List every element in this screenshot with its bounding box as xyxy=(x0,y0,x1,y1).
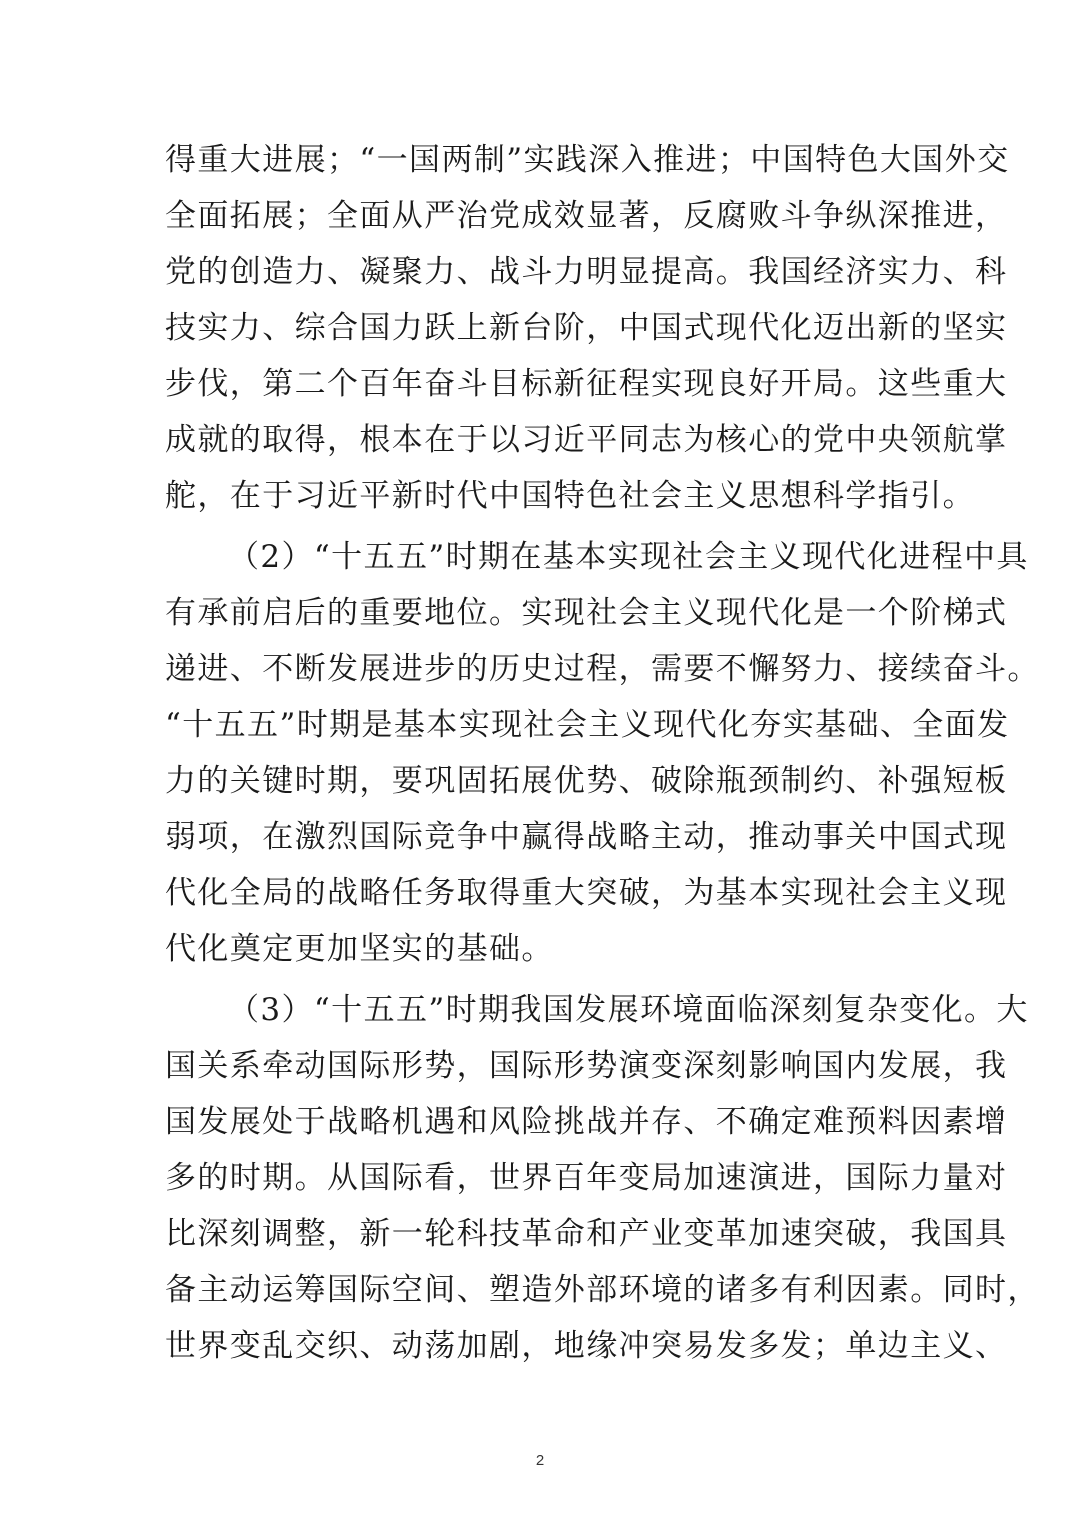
text-line: 步伐，第二个百年奋斗目标新征程实现良好开局。这些重大 xyxy=(165,366,1008,402)
text-line: 全面拓展；全面从严治党成效显著，反腐败斗争纵深推进， xyxy=(165,198,1008,234)
text-line: 弱项，在激烈国际竞争中赢得战略主动，推动事关中国式现 xyxy=(165,819,1008,855)
paragraph-heading-3: （3）“十五五”时期我国发展环境面临深刻复杂变化。大 xyxy=(228,992,1029,1028)
text-line: 比深刻调整，新一轮科技革命和产业变革加速突破，我国具 xyxy=(165,1216,1008,1252)
text-line: 代化全局的战略任务取得重大突破，为基本实现社会主义现 xyxy=(165,875,1008,911)
page-number: 2 xyxy=(535,1452,545,1469)
text-line: 世界变乱交织、动荡加剧，地缘冲突易发多发；单边主义、 xyxy=(165,1328,1008,1364)
text-line: 技实力、综合国力跃上新台阶，中国式现代化迈出新的坚实 xyxy=(165,310,1008,346)
text-line: 多的时期。从国际看，世界百年变局加速演进，国际力量对 xyxy=(165,1160,1008,1196)
text-line: 成就的取得，根本在于以习近平同志为核心的党中央领航掌 xyxy=(165,422,1008,458)
text-line: 国关系牵动国际形势，国际形势演变深刻影响国内发展，我 xyxy=(165,1048,1008,1084)
text-line: “十五五”时期是基本实现社会主义现代化夯实基础、全面发 xyxy=(165,707,1010,743)
text-line: 党的创造力、凝聚力、战斗力明显提高。我国经济实力、科 xyxy=(165,254,1008,290)
text-line: 代化奠定更加坚实的基础。 xyxy=(165,931,554,967)
text-line: 国发展处于战略机遇和风险挑战并存、不确定难预料因素增 xyxy=(165,1104,1008,1140)
text-line: 有承前启后的重要地位。实现社会主义现代化是一个阶梯式 xyxy=(165,595,1008,631)
text-line: 备主动运筹国际空间、塑造外部环境的诸多有利因素。同时， xyxy=(165,1272,1040,1308)
text-line: 力的关键时期，要巩固拓展优势、破除瓶颈制约、补强短板 xyxy=(165,763,1008,799)
text-line: 递进、不断发展进步的历史过程，需要不懈努力、接续奋斗。 xyxy=(165,651,1040,687)
text-line: 得重大进展；“一国两制”实践深入推进；中国特色大国外交 xyxy=(165,142,1010,178)
text-line: 舵，在于习近平新时代中国特色社会主义思想科学指引。 xyxy=(165,478,975,514)
paragraph-heading-2: （2）“十五五”时期在基本实现社会主义现代化进程中具 xyxy=(228,539,1029,575)
